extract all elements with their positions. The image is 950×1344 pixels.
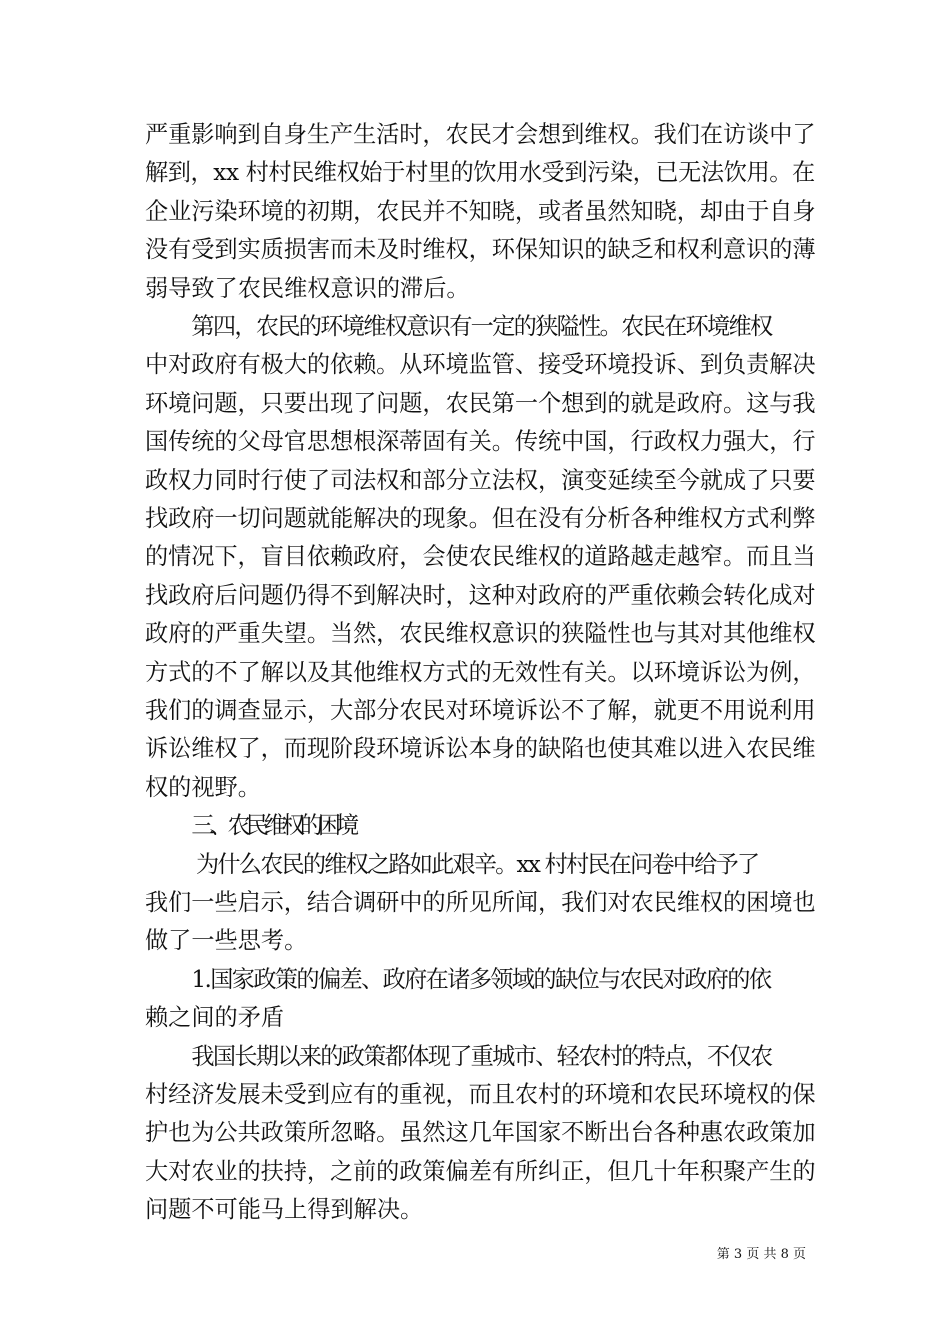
text-line: 我们的调查显示，大部分农民对环境诉讼不了解，就更不用说利用: [145, 697, 816, 724]
text-line: 政府的严重失望。当然，农民维权意识的狭隘性也与其对其他维权: [145, 620, 816, 648]
text-line: 我国长期以来的政策都体现了重城市、轻农村的特点，不仅农: [191, 1042, 772, 1070]
text-line: 村经济发展未受到应有的重视，而且农村的环境和农民环境权的保: [145, 1081, 816, 1108]
text-line: 企业污染环境的初期，农民并不知晓，或者虽然知晓，却由于自身: [145, 197, 816, 225]
text-line: 弱导致了农民维权意识的滞后。: [145, 274, 470, 302]
text-line: 大对农业的扶持，之前的政策偏差有所纠正，但几十年积聚产生的: [145, 1157, 816, 1185]
text-line: 第四，农民的环境维权意识有一定的狭隘性。农民在环境维权: [191, 313, 772, 340]
text-line: 解到，xx 村村民维权始于村里的饮用水受到污染，已无法饮用。在: [145, 159, 815, 187]
text-line: 问题不可能马上得到解决。: [145, 1196, 424, 1224]
text-line: 严重影响到自身生产生活时，农民才会想到维权。我们在访谈中了: [145, 121, 816, 148]
text-line: 1.国家政策的偏差、政府在诸多领域的缺位与农民对政府的依: [191, 965, 771, 993]
page-number: 第 3 页 共 8 页: [716, 1247, 806, 1262]
text-line: 政权力同时行使了司法权和部分立法权，演变延续至今就成了只要: [145, 466, 816, 494]
text-line: 环境问题，只要出现了问题，农民第一个想到的就是政府。这与我: [145, 389, 816, 417]
text-line: 赖之间的矛盾: [145, 1004, 285, 1032]
text-line: 没有受到实质损害而未及时维权，环保知识的缺乏和权利意识的薄: [145, 236, 816, 264]
text-line: 权的视野。: [145, 773, 261, 801]
text-line: 方式的不了解以及其他维权方式的无效性有关。以环境诉讼为例，: [145, 658, 816, 686]
text-line: 为什么农民的维权之路如此艰辛。xx 村村民在问卷中给予了: [196, 850, 759, 878]
text-line: 找政府后问题仍得不到解决时，这种对政府的严重依赖会转化成对: [145, 581, 816, 609]
text-line: 三、农民维权的困境: [191, 812, 355, 840]
text-line: 护也为公共政策所忽略。虽然这几年国家不断出台各种惠农政策加: [145, 1119, 816, 1147]
text-line: 中对政府有极大的依赖。从环境监管、接受环境投诉、到负责解决: [145, 351, 816, 379]
text-line: 我们一些启示，结合调研中的所见所闻，我们对农民维权的困境也: [145, 889, 816, 916]
text-line: 做了一些思考。: [145, 927, 308, 955]
text-line: 国传统的父母官思想根深蒂固有关。传统中国，行政权力强大，行: [145, 428, 816, 456]
text-line: 找政府一切问题就能解决的现象。但在没有分析各种维权方式利弊: [145, 505, 816, 532]
text-line: 诉讼维权了，而现阶段环境诉讼本身的缺陷也使其难以进入农民维: [145, 735, 816, 763]
text-line: 的情况下，盲目依赖政府，会使农民维权的道路越走越窄。而且当: [145, 543, 816, 571]
